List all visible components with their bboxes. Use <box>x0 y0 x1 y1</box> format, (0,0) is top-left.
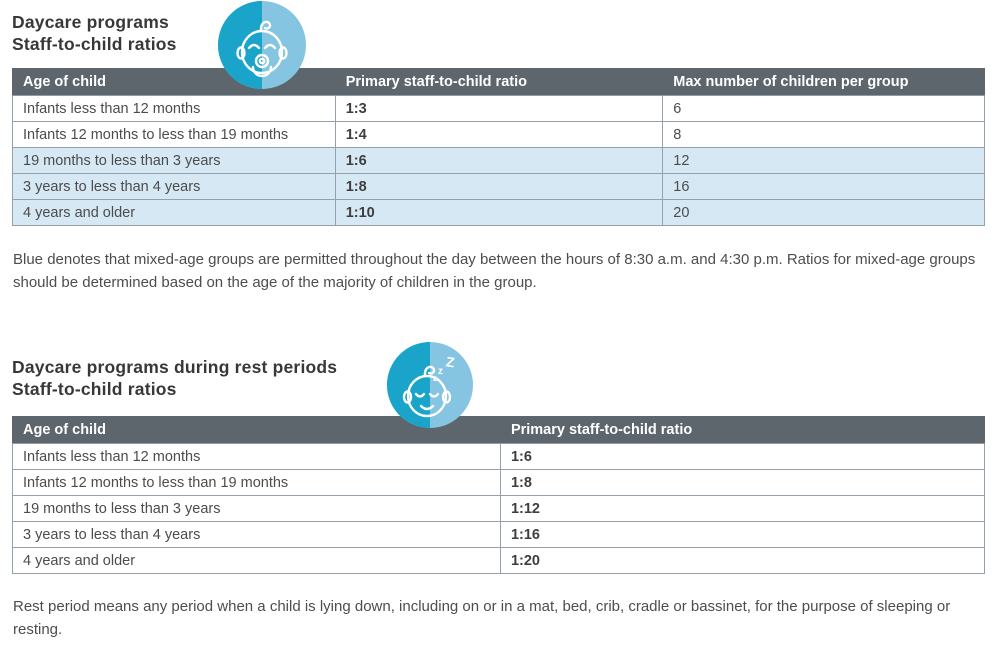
col-header-ratio: Primary staff-to-child ratio <box>500 417 984 444</box>
cell-age: 19 months to less than 3 years <box>13 496 501 522</box>
col-header-max-group: Max number of children per group <box>663 69 985 96</box>
table-row <box>13 444 985 470</box>
cell-ratio: 1:12 <box>500 496 984 522</box>
cell-max: 12 <box>663 148 985 174</box>
table-row <box>13 522 985 548</box>
svg-text:Z: Z <box>444 353 456 371</box>
section1-title <box>12 11 177 55</box>
section2-title-line2: Staff-to-child ratios <box>12 379 177 399</box>
cell-max: 6 <box>663 96 985 122</box>
cell-ratio: 1:10 <box>335 200 663 226</box>
col-header-ratio: Primary staff-to-child ratio <box>335 69 663 96</box>
rest-period-ratio-table <box>12 416 985 574</box>
cell-max: 16 <box>663 174 985 200</box>
cell-age: Infants 12 months to less than 19 months <box>13 470 501 496</box>
cell-age: 4 years and older <box>13 548 501 574</box>
cell-max: 20 <box>663 200 985 226</box>
table-row <box>13 122 985 148</box>
cell-ratio: 1:3 <box>335 96 663 122</box>
cell-ratio: 1:16 <box>500 522 984 548</box>
table-row-highlighted <box>13 200 985 226</box>
baby-face-icon <box>218 1 306 94</box>
table-header-row <box>13 69 985 96</box>
cell-age: Infants less than 12 months <box>13 96 336 122</box>
cell-ratio: 1:8 <box>335 174 663 200</box>
cell-ratio: 1:6 <box>500 444 984 470</box>
mixed-age-groups-note: Blue denotes that mixed-age groups are permitted throughout the day between the hours of 8:30 a.m. and 4:30 p.m. Ratios for mixed-age groups should be determined based on the age of the majority of children in the group. <box>13 251 976 291</box>
table-row-highlighted <box>13 174 985 200</box>
cell-age: 4 years and older <box>13 200 336 226</box>
table-row <box>13 496 985 522</box>
table-row <box>13 548 985 574</box>
svg-text:z: z <box>438 366 443 377</box>
section1-title-line2: Staff-to-child ratios <box>12 34 177 54</box>
rest-period-note: Rest period means any period when a child is lying down, including on or in a mat, bed, crib, cradle or bassinet, for the purpose of sleeping or resting. <box>13 598 951 638</box>
cell-max: 8 <box>663 122 985 148</box>
cell-age: 19 months to less than 3 years <box>13 148 336 174</box>
sleeping-baby-icon <box>387 342 473 433</box>
section2-title-line1: Daycare programs during rest periods <box>12 357 338 377</box>
cell-ratio: 1:6 <box>335 148 663 174</box>
cell-ratio: 1:8 <box>500 470 984 496</box>
cell-age: Infants less than 12 months <box>13 444 501 470</box>
cell-age: 3 years to less than 4 years <box>13 522 501 548</box>
cell-ratio: 1:20 <box>500 548 984 574</box>
section2-title <box>12 356 337 400</box>
svg-text:z: z <box>433 374 437 383</box>
cell-age: 3 years to less than 4 years <box>13 174 336 200</box>
table-row-highlighted <box>13 148 985 174</box>
table-header-row <box>13 417 985 444</box>
section1-title-line1: Daycare programs <box>12 12 169 32</box>
col-header-age: Age of child <box>13 69 336 96</box>
cell-ratio: 1:4 <box>335 122 663 148</box>
cell-age: Infants 12 months to less than 19 months <box>13 122 336 148</box>
table-row <box>13 470 985 496</box>
staff-ratio-table <box>12 68 985 226</box>
col-header-age: Age of child <box>13 417 501 444</box>
table-row <box>13 96 985 122</box>
